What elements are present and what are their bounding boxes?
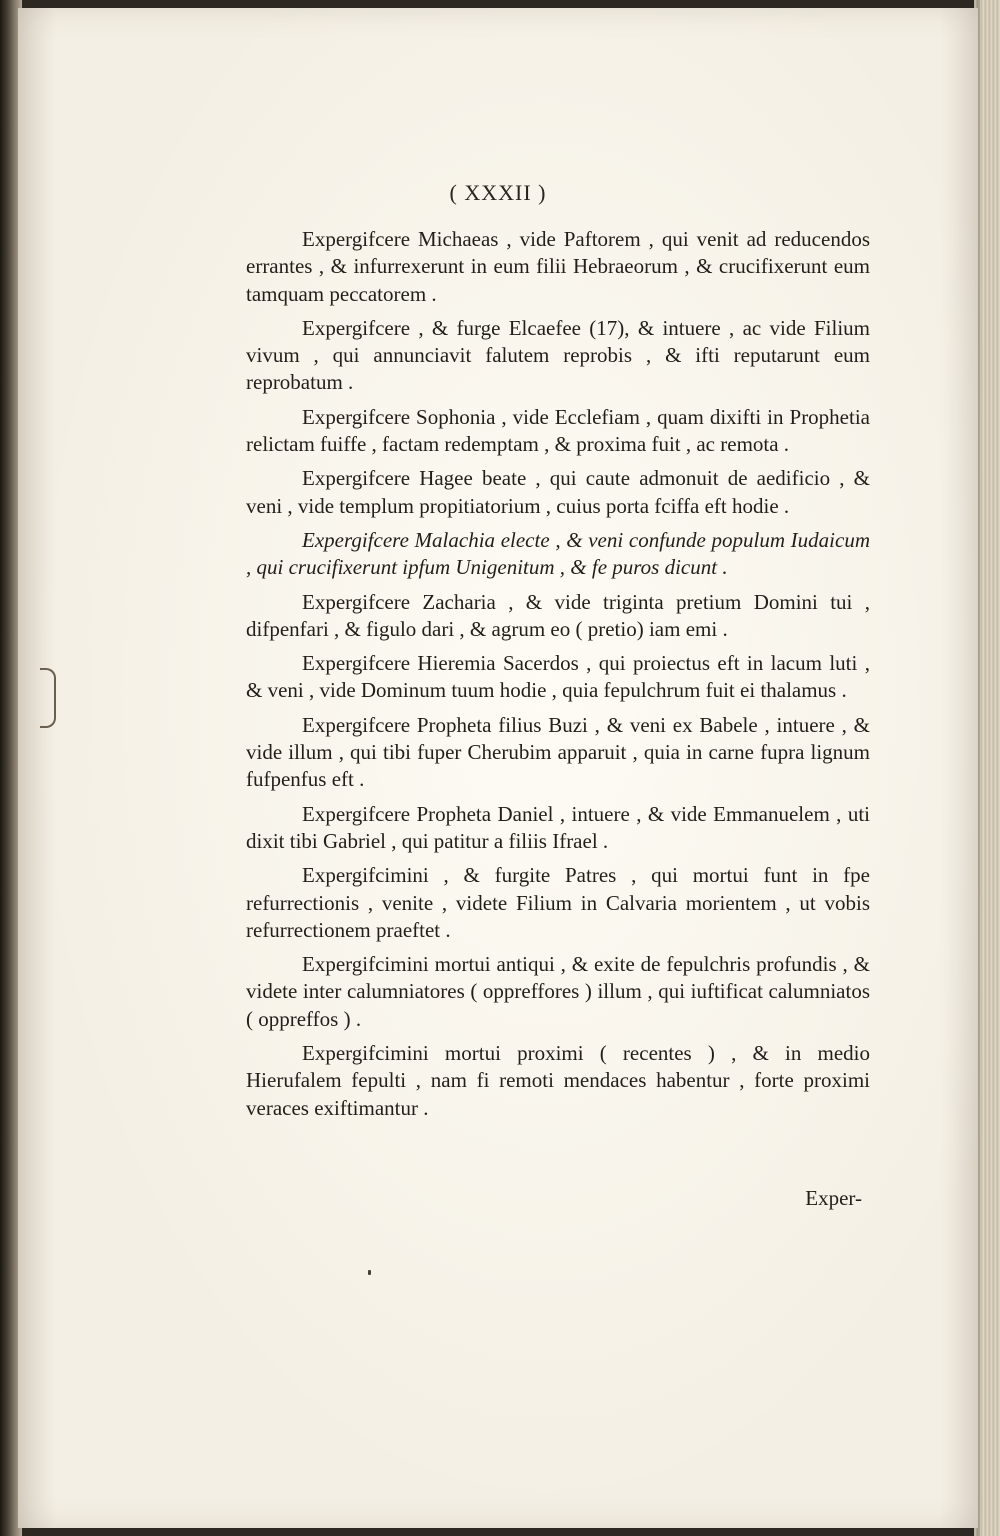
- catchword: Exper-: [805, 1186, 862, 1210]
- paragraph-hagee: Expergifcere Hagee beate , qui caute admonuit de aedificio , & veni , vide templum propitiatorium , cuius porta fciffa eft hodie .: [246, 466, 870, 518]
- page-number-heading: ( XXXII ): [449, 180, 547, 205]
- paragraph-patres: Expergifcimini , & furgite Patres , qui mortui funt in fpe refurrectionis , venite , videte Filium in Calvaria morientem , ut vobis refurrectionem praeftet .: [246, 863, 870, 942]
- paragraph-michaeas: Expergifcere Michaeas , vide Paftorem , qui venit ad reducendos errantes , & infurrexerunt in eum filii Hebraeorum , & crucifixerunt eum tamquam peccatorem .: [246, 227, 870, 306]
- body-text: [246, 226, 870, 1129]
- paragraph-sophonia: Expergifcere Sophonia , vide Ecclefiam , quam dixifti in Prophetia relictam fuiffe , factam redemptam , & proxima fuit , ac remota .: [246, 404, 870, 457]
- paragraph-buzi: Expergifcere Propheta filius Buzi , & veni ex Babele , intuere , & vide illum , qui tibi fuper Cherubim apparuit , quia in carne fupra lignum fufpenfus eft .: [246, 712, 870, 792]
- margin-clip-mark: [40, 668, 56, 728]
- paragraph-mortui-antiqui: Expergifcimini mortui antiqui , & exite de fepulchris profundis , & videte inter calumniatores ( oppreffores ) illum , qui iuftificat calumniatos ( oppreffos ) .: [246, 952, 870, 1031]
- paragraph-malachia: Expergifcere Malachia electe , & veni confunde populum Iudaicum , qui crucifixerunt ipfum Unigenitum , & fe puros dicunt .: [246, 527, 870, 580]
- paragraph-elcaefee: Expergifcere , & furge Elcaefee (17), & intuere , ac vide Filium vivum , qui annunciavit falutem reprobis , & ifti reputarunt eum reprobatum .: [246, 315, 870, 395]
- paragraph-hieremia: Expergifcere Hieremia Sacerdos , qui proiectus eft in lacum luti , & veni , vide Dominum tuum hodie , quia fepulchrum fuit ei thalamus .: [246, 651, 870, 703]
- paragraph-daniel: Expergifcere Propheta Daniel , intuere , & vide Emmanuelem , uti dixit tibi Gabriel , qui patitur a filiis Ifrael .: [246, 801, 870, 853]
- book-page: [18, 8, 978, 1528]
- paragraph-mortui-proximi: Expergifcimini mortui proximi ( recentes ) , & in medio Hierufalem fepulti , nam fi remoti mendaces habentur , forte proximi veraces exiftimantur .: [246, 1041, 870, 1120]
- paragraph-zacharia: Expergifcere Zacharia , & vide triginta pretium Domini tui , difpenfari , & figulo dari , & agrum eo ( pretio) iam emi .: [246, 589, 870, 641]
- ink-speck: [368, 1270, 371, 1275]
